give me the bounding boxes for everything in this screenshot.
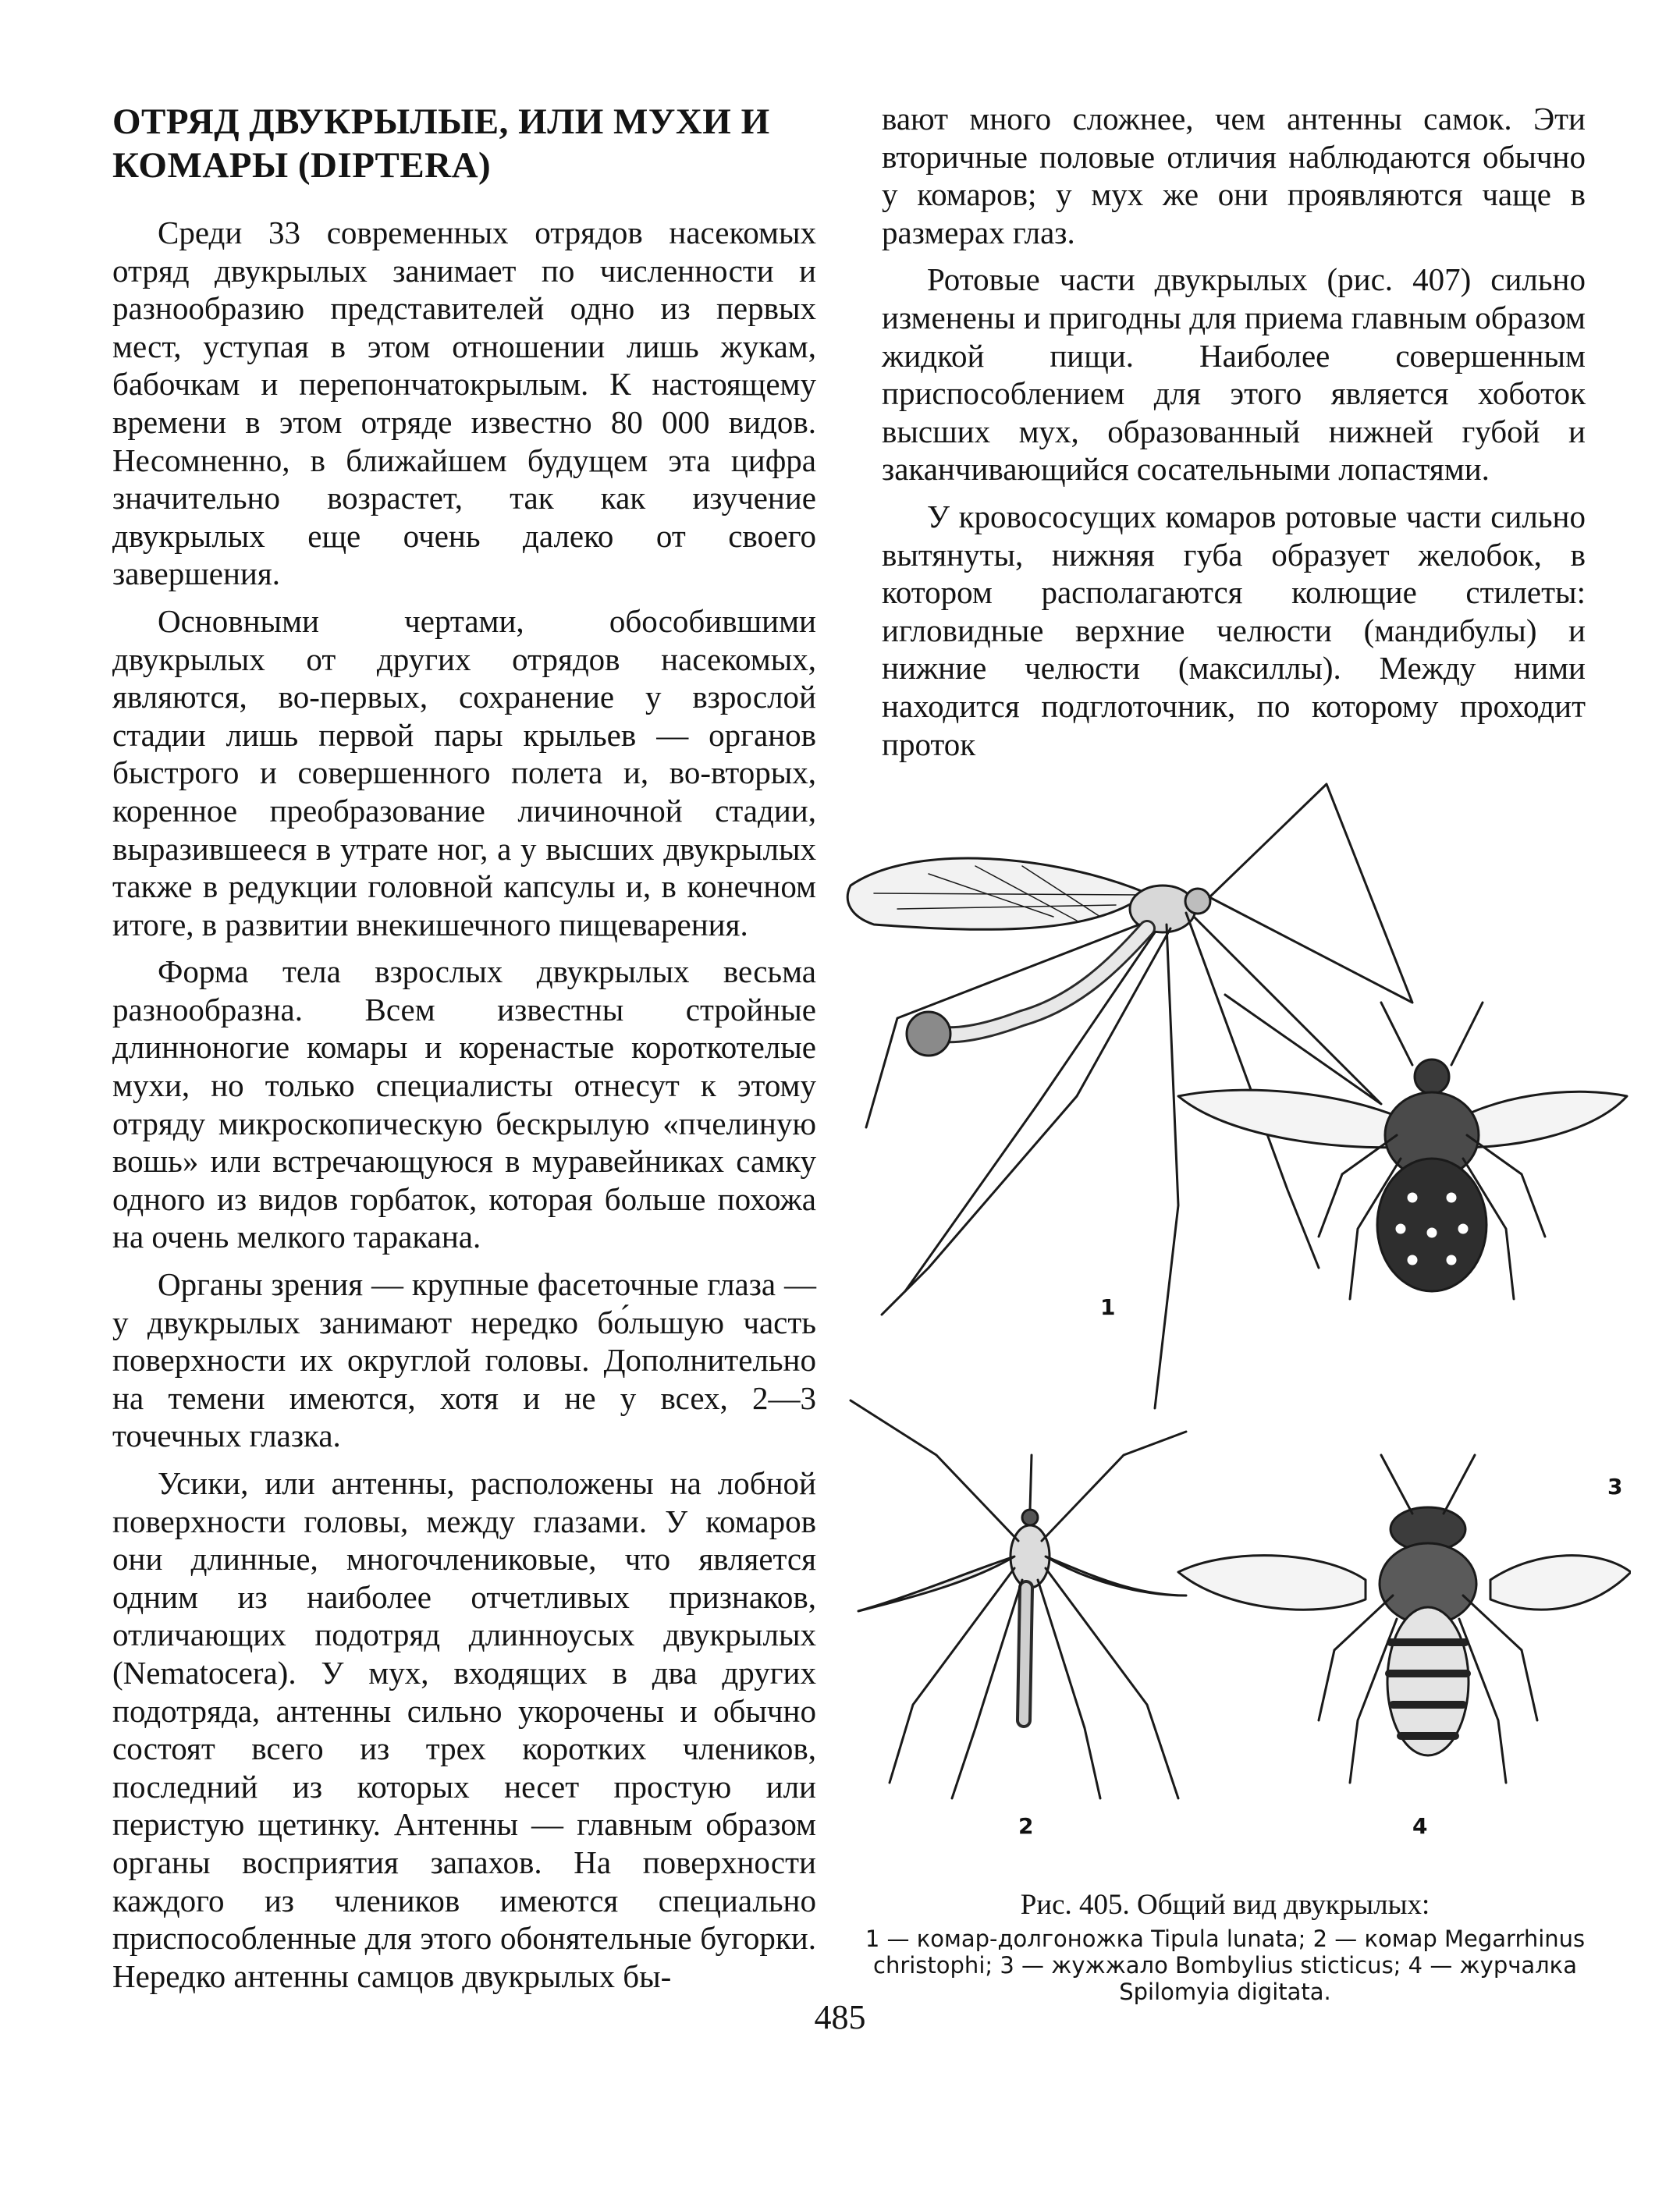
paragraph-continued: вают много сложнее, чем антенны самок. Эти вторичные половые отличия наблюдаются обычно у комаров; у мух же они проявляются чаще в размерах глаз. bbox=[882, 101, 1586, 250]
paragraph: Форма тела взрослых двукрылых весьма разнообразна. Всем известны стройные длинноногие комары и коренастые короткотелые мухи, но только специалисты отнесут к этому отряду микроскопическую бескрылую «пчелиную вошь» или встречающуюся в муравейниках самку одного из видов горбаток, которая больше похожа на очень мелкого таракана. bbox=[112, 953, 816, 1255]
figure-label-3: 3 bbox=[1607, 1474, 1623, 1500]
figure-label-4: 4 bbox=[1412, 1813, 1428, 1839]
left-column bbox=[112, 100, 816, 2004]
bee-fly-illustration bbox=[1178, 1003, 1627, 1299]
caption-title: Рис. 405. Общий вид двукрылых: bbox=[1020, 1889, 1430, 1921]
paragraph: Усики, или антенны, расположены на лобной поверхности головы, между глазами. У комаров они длинные, многочлениковые, что является одним из наиболее отчетливых признаков, отличающих подотряд длинноусых двукрылых (Nematocera). У мух, входящих в два других подотряда, антенны сильно укорочены и обычно состоят всего из трех коротких члеников, последний из которых несет простую или перистую щетинку. Антенны — главным образом органы восприятия запахов. На поверхности каждого из члеников имеются специально приспособленные для этого обонятельные бугорки. Нередко антенны самцов двукрылых бы- bbox=[112, 1465, 816, 1994]
insect-figure bbox=[819, 768, 1631, 1884]
hoverfly-illustration bbox=[1178, 1455, 1631, 1783]
figure-label-1: 1 bbox=[1100, 1294, 1116, 1320]
paragraph: Среди 33 современных отрядов насекомых отряд двукрылых занимает по численности и разнообразию представителей одно из первых мест, уступая в этом отношении лишь жукам, бабочкам и перепончатокрылым. К настоящему времени в этом отряде известно 80 000 видов. Несомненно, в ближайшем будущем эта цифра значительно возрастет, так как изучение двукрылых еще очень далеко от своего завершения. bbox=[112, 215, 816, 592]
figure-caption bbox=[819, 1888, 1631, 2005]
page-number: 485 bbox=[814, 1998, 866, 2036]
paragraph: Основными чертами, обособившими двукрылых от других отрядов насекомых, являются, во-первых, сохранение у взрослой стадии лишь первой пары крыльев — органов быстрого и совершенного полета и, во-вторых, коренное преобразование личиночной стадии, выразившееся в утрате ног, а у высших двукрылых также в редукции головной капсулы и, в конечном итоге, в развитии внекишечного пищеварения. bbox=[112, 602, 816, 942]
right-column bbox=[882, 100, 1586, 772]
paragraph: Ротовые части двукрылых (рис. 407) сильно изменены и пригодны для приема главным образом жидкой пищи. Наиболее совершенным приспособлением для этого является хоботок высших мух, образованный нижней губой и заканчивающийся сосательными лопастями. bbox=[882, 261, 1586, 488]
paragraph: У кровососущих комаров ротовые части сильно вытянуты, нижняя губа образует желобок, в котором располагаются колющие стилеты: игловидные верхние челюсти (мандибулы) и нижние челюсти (максиллы). Между ними находится подглоточник, по которому проходит проток bbox=[882, 498, 1586, 762]
figure-label-2: 2 bbox=[1018, 1813, 1034, 1839]
caption-body: 1 — комар-долгоножка Tipula lunata; 2 — комар Megarrhinus christophi; 3 — жужжало Bombylius sticticus; 4 — журчалка Spilomyia digitata. bbox=[865, 1926, 1586, 2005]
mosquito-illustration bbox=[851, 1400, 1186, 1798]
chapter-title: ОТРЯД ДВУКРЫЛЫЕ, ИЛИ МУХИ И КОМАРЫ (DIPTERA) bbox=[112, 101, 770, 186]
paragraph: Органы зрения — крупные фасеточные глаза — у двукрылых занимают нередко бо́льшую часть поверхности их округлой головы. Дополнительно на темени имеются, хотя и не у всех, 2—3 точечных глазка. bbox=[112, 1266, 816, 1454]
insect-illustration bbox=[819, 768, 1631, 1884]
